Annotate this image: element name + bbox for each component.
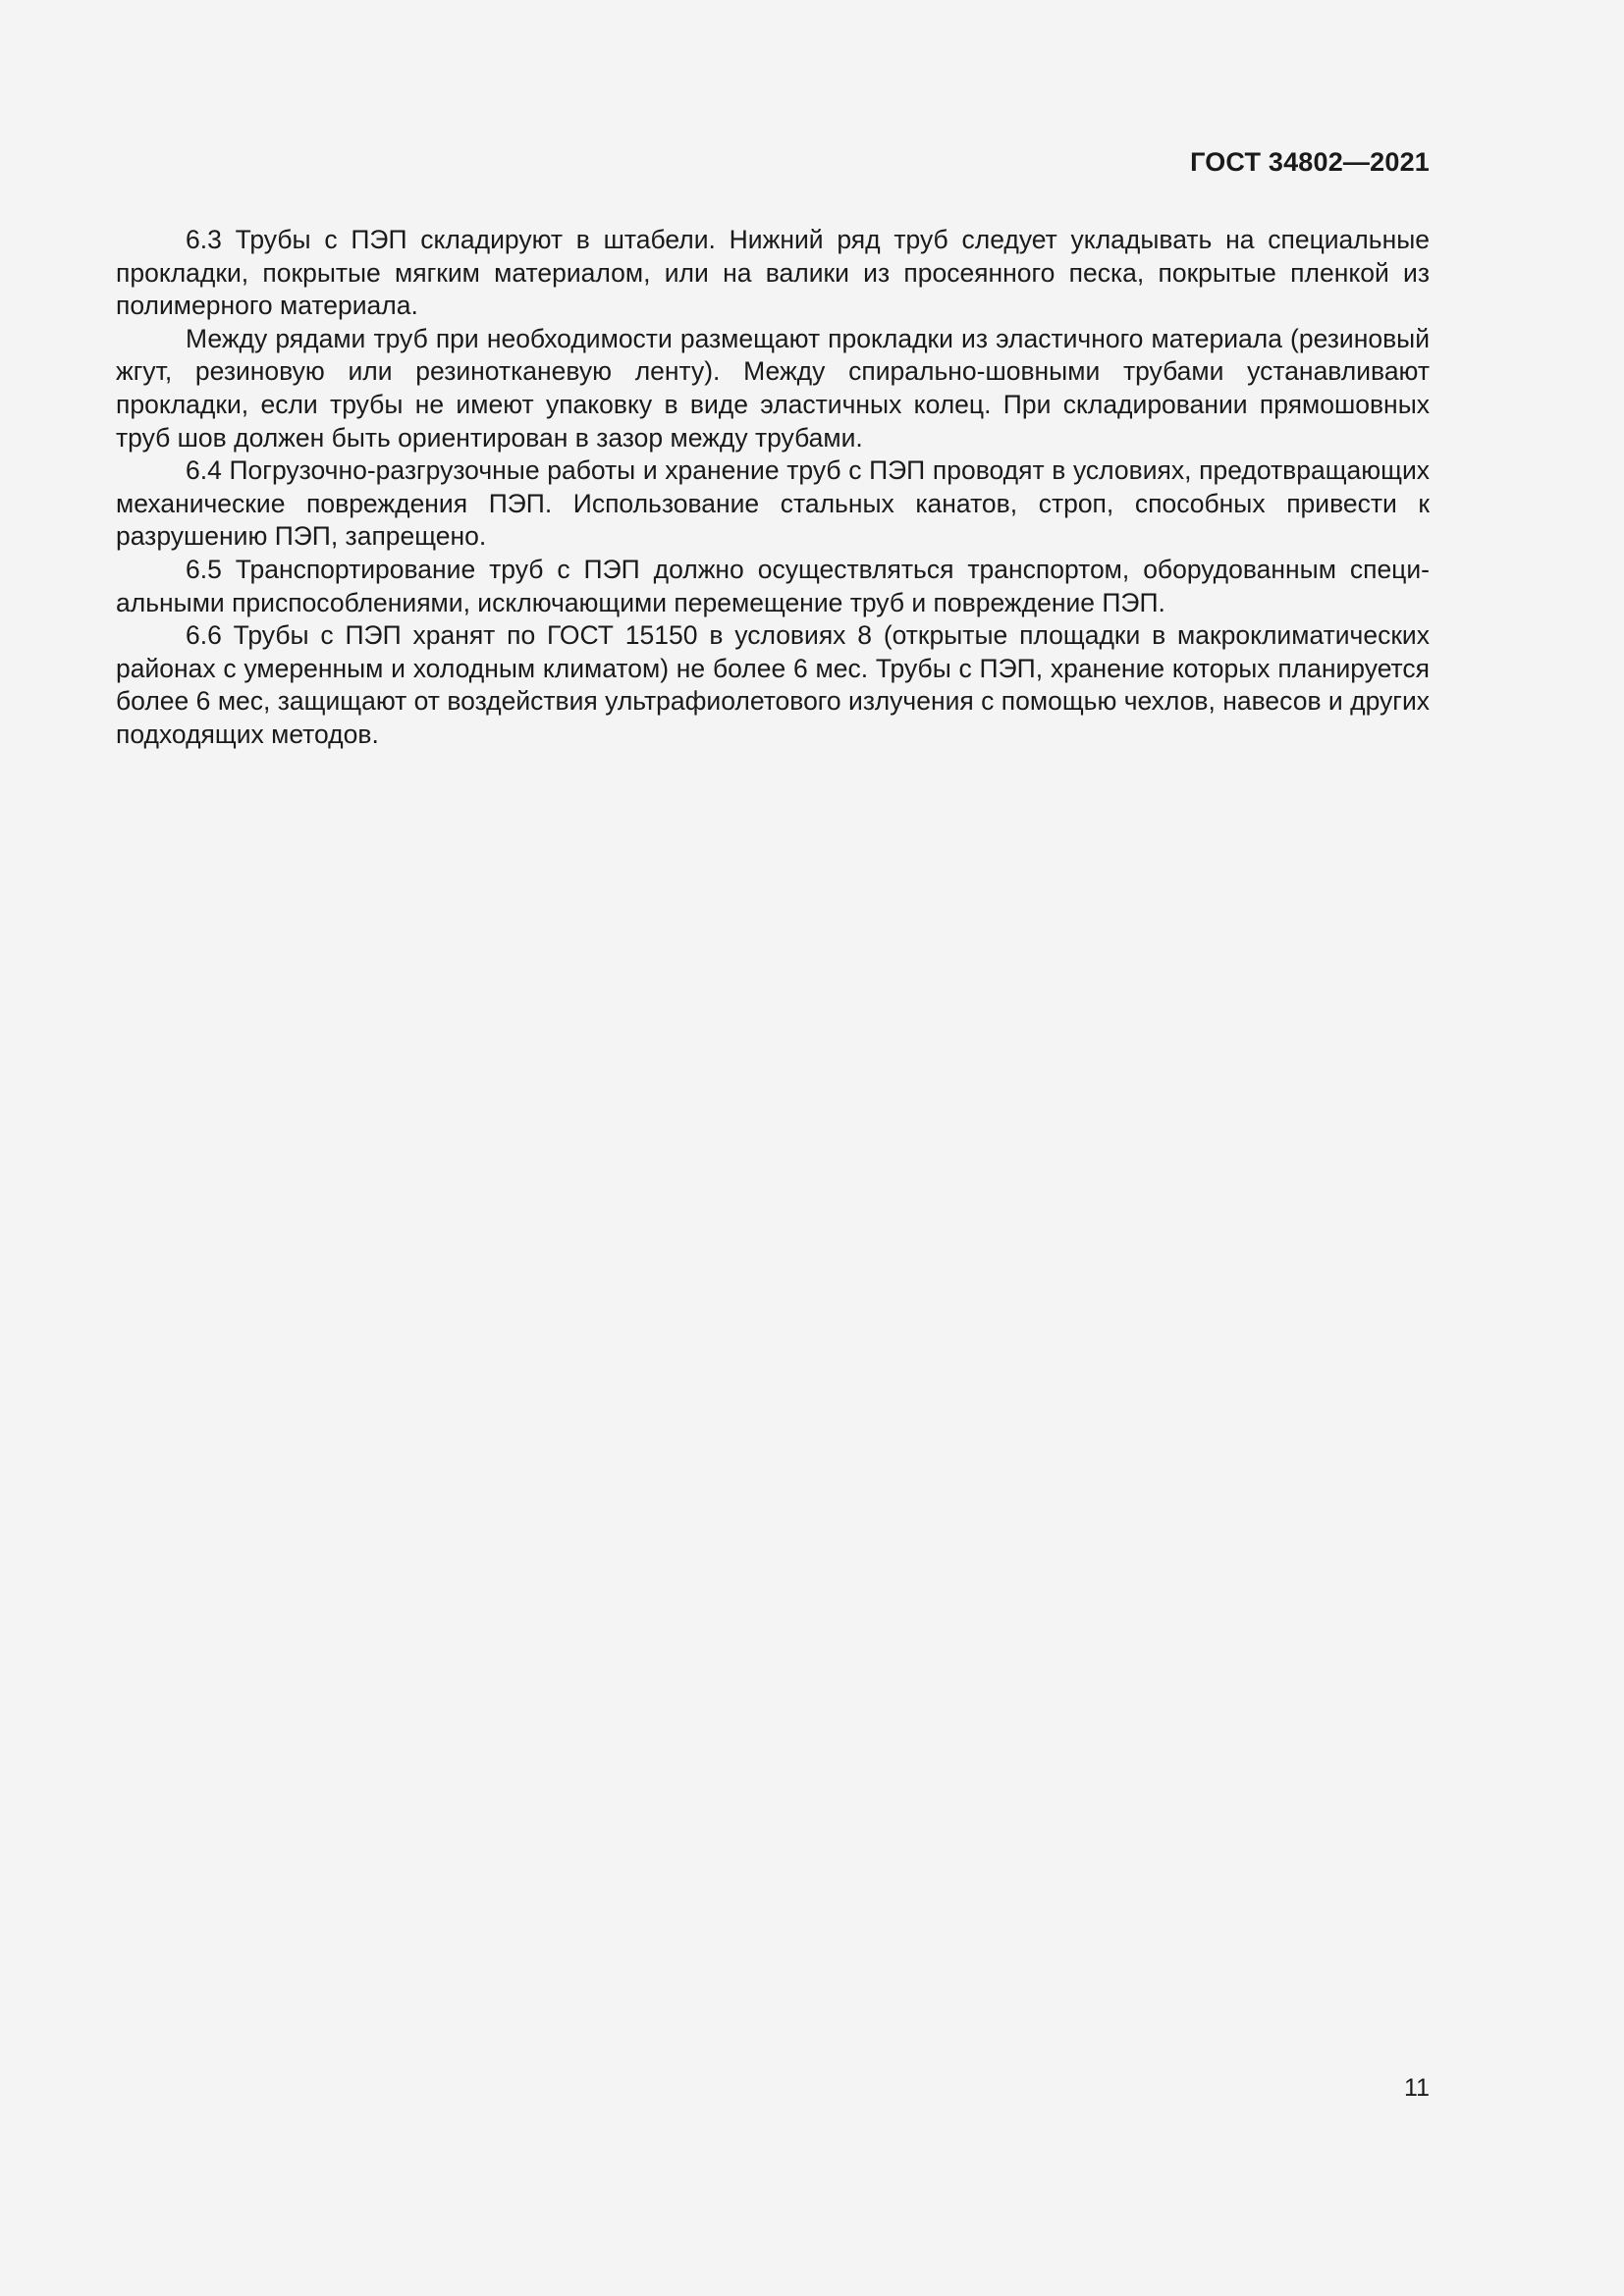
- document-code-header: ГОСТ 34802—2021: [1190, 147, 1430, 177]
- paragraph-6-5: 6.5 Транспортирование труб с ПЭП должно осуществляться транспортом, оборудованным специальными приспособлениями, исключающими перемещение труб и повреждение ПЭП.: [116, 554, 1430, 617]
- document-body: [116, 224, 1430, 752]
- page-number: 11: [1404, 2074, 1430, 2102]
- paragraph-6-3: 6.3 Трубы с ПЭП складируют в штабели. Нижний ряд труб следует укладывать на специальные прокладки, покрытые мягким материалом, или на валики из просеянного песка, покрытые пленкой из полимерного материала.: [116, 225, 1430, 321]
- paragraph-6-3-continued: Между рядами труб при необходимости размещают прокладки из эластичного материала (резиновый жгут, резиновую или резинотканевую ленту). Между спирально-шовными трубами устанавливают прокладки, если трубы не имеют упаковку в виде эластичных колец. При складировании прямошовных труб шов должен быть ориентирован в зазор между трубами.: [116, 323, 1430, 453]
- paragraph-6-4: 6.4 Погрузочно-разгрузочные работы и хранение труб с ПЭП проводят в условиях, предотвращающих механические повреждения ПЭП. Использование стальных канатов, строп, способных привести к разрушению ПЭП, запрещено.: [116, 455, 1430, 552]
- paragraph-6-6: 6.6 Трубы с ПЭП хранят по ГОСТ 15150 в условиях 8 (открытые площадки в макроклиматических районах с умеренным и холодным климатом) не более 6 мес. Трубы с ПЭП, хранение которых планируется более 6 мес, защищают от воздействия ультрафиолетового излучения с помощью чехлов, навесов и других подходящих методов.: [116, 620, 1430, 749]
